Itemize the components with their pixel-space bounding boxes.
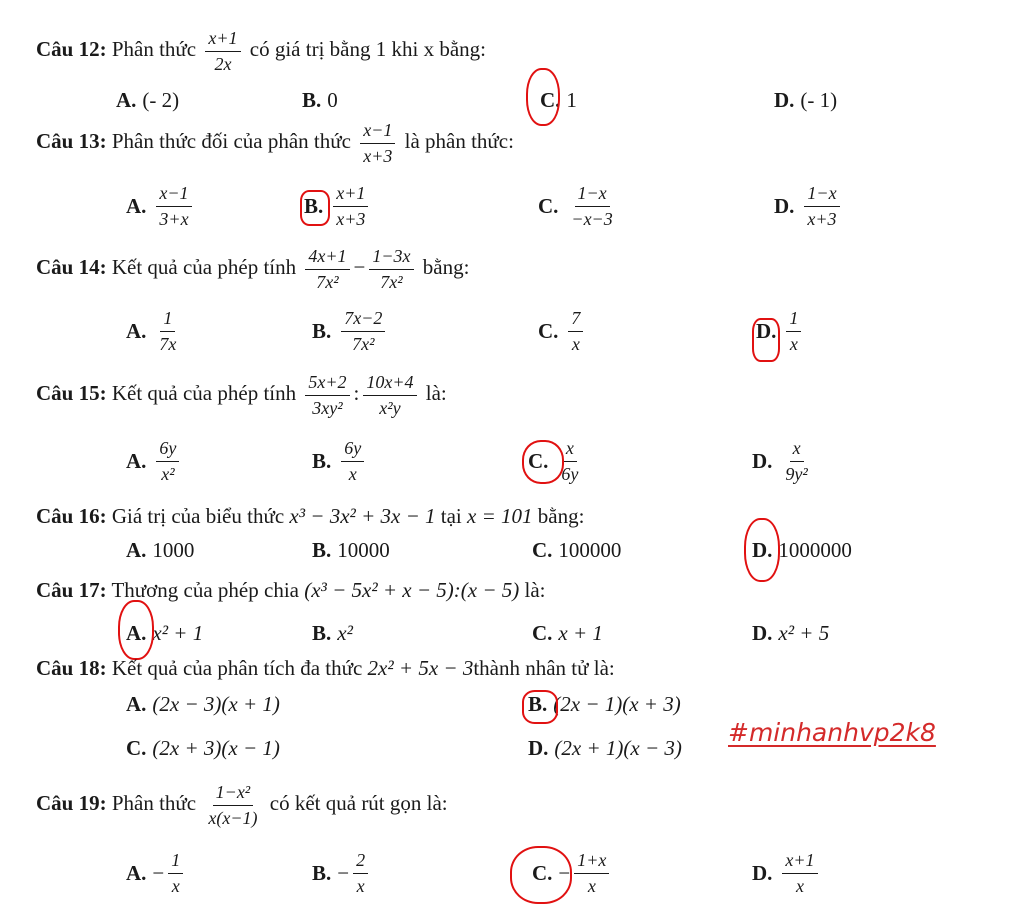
option-c (532, 850, 613, 896)
denominator: x² (161, 463, 175, 484)
numerator: 10x+4 (363, 372, 416, 396)
option-c (126, 736, 280, 761)
numerator: x−1 (360, 120, 395, 144)
fraction (804, 183, 839, 229)
option-value: (2x − 1)(x + 3) (553, 692, 681, 716)
option-label: C. (540, 88, 561, 112)
option-value: 100000 (558, 538, 622, 562)
question-label: Câu 17: (36, 578, 107, 602)
fraction (341, 438, 364, 484)
numerator: 7 (568, 308, 583, 332)
fraction (568, 183, 615, 229)
option-c (538, 183, 620, 229)
question-12 (36, 28, 486, 74)
question-15 (36, 372, 447, 418)
option-d (528, 736, 682, 761)
question-text: Phân thức (111, 791, 197, 815)
numerator: 6y (156, 438, 179, 462)
hashtag-signature: #minhanhvp2k8 (728, 718, 936, 747)
option-d (756, 308, 805, 354)
option-c (532, 621, 603, 646)
denominator: x (789, 333, 798, 354)
option-a (126, 850, 187, 896)
option-label: B. (312, 448, 332, 473)
question-text: là: (425, 381, 447, 405)
fraction (360, 120, 395, 166)
option-a (126, 621, 203, 646)
fraction (205, 782, 260, 828)
option-label: C. (532, 538, 553, 562)
option-label: A. (126, 538, 147, 562)
option-value: (- 1) (800, 88, 838, 112)
option-b (312, 438, 368, 484)
option-label: D. (752, 860, 773, 885)
option-value: (2x − 3)(x + 1) (152, 692, 280, 716)
option-label: B. (312, 318, 332, 343)
denominator: x+3 (363, 145, 393, 166)
denominator: −x−3 (571, 208, 613, 229)
question-label: Câu 16: (36, 504, 107, 528)
numerator: 1−x (575, 183, 610, 207)
fraction (782, 850, 817, 896)
option-label: B. (304, 193, 324, 218)
option-b (528, 692, 681, 717)
option-value: 0 (327, 88, 338, 112)
option-value: (- 2) (142, 88, 180, 112)
option-value: x + 1 (558, 621, 603, 645)
numerator: 7x−2 (341, 308, 385, 332)
question-text: tại (440, 504, 462, 528)
option-label: A. (126, 448, 147, 473)
math-expression: 2x² + 5x − 3 (367, 656, 474, 680)
fraction (782, 438, 810, 484)
option-value: x² + 1 (152, 621, 204, 645)
option-c (538, 308, 587, 354)
numerator: 2 (353, 850, 368, 874)
option-a (126, 183, 196, 229)
fraction (786, 308, 801, 354)
math-expression: x = 101 (467, 504, 533, 528)
option-label: C. (538, 193, 559, 218)
question-text: là: (524, 578, 546, 602)
option-b (312, 621, 353, 646)
option-label: A. (126, 193, 147, 218)
denominator: 7x² (316, 271, 339, 292)
option-label: B. (528, 692, 548, 716)
question-text: Thương của phép chia (111, 578, 299, 602)
option-label: B. (312, 621, 332, 645)
option-label: A. (126, 860, 147, 885)
question-label: Câu 18: (36, 656, 107, 680)
question-13 (36, 120, 514, 166)
question-text: có kết quả rút gọn là: (269, 791, 448, 815)
numerator: 1+x (574, 850, 609, 874)
option-d (752, 850, 822, 896)
question-text: Giá trị của biểu thức (111, 504, 285, 528)
question-18 (36, 656, 615, 681)
option-c (532, 538, 621, 563)
option-c (528, 438, 585, 484)
numerator: x−1 (156, 183, 191, 207)
numerator: x (563, 438, 577, 462)
option-label: D. (774, 193, 795, 218)
question-label: Câu 13: (36, 129, 107, 153)
question-text: Phân thức (111, 37, 197, 61)
question-16 (36, 504, 584, 529)
option-a (126, 538, 194, 563)
question-label: Câu 12: (36, 37, 107, 61)
numerator: x (790, 438, 804, 462)
option-label: B. (312, 538, 332, 562)
fraction (205, 28, 240, 74)
question-14 (36, 246, 469, 292)
question-text: Kết quả của phép tính (111, 255, 297, 279)
denominator: x²y (379, 397, 401, 418)
fraction (568, 308, 583, 354)
fraction (168, 850, 183, 896)
option-label: A. (126, 621, 147, 645)
option-label: C. (528, 448, 549, 473)
option-value: x² + 5 (778, 621, 830, 645)
denominator: 7x² (380, 271, 403, 292)
option-a (126, 308, 183, 354)
option-label: A. (126, 318, 147, 343)
question-text: bằng: (537, 504, 585, 528)
option-label: D. (752, 448, 773, 473)
numerator: 1 (160, 308, 175, 332)
option-d (752, 621, 829, 646)
option-value: (2x + 1)(x − 3) (554, 736, 682, 760)
fraction (305, 372, 349, 418)
option-value: x² (337, 621, 353, 645)
denominator: 7x² (352, 333, 375, 354)
option-d (752, 438, 815, 484)
question-label: Câu 15: (36, 381, 107, 405)
option-label: C. (538, 318, 559, 343)
option-b (312, 850, 372, 896)
option-b (312, 308, 389, 354)
sign: − (152, 860, 165, 885)
denominator: x (795, 875, 804, 896)
option-c (540, 88, 577, 113)
denominator: x+3 (807, 208, 837, 229)
option-label: B. (312, 860, 332, 885)
operator: : (353, 381, 360, 405)
denominator: 7x (159, 333, 177, 354)
numerator: 4x+1 (305, 246, 349, 270)
fraction (574, 850, 609, 896)
denominator: 9y² (785, 463, 808, 484)
option-value: (2x + 3)(x − 1) (152, 736, 280, 760)
option-label: C. (532, 621, 553, 645)
numerator: 1 (786, 308, 801, 332)
denominator: x (356, 875, 365, 896)
option-label: C. (532, 860, 553, 885)
question-17 (36, 578, 546, 603)
fraction (341, 308, 385, 354)
question-text: Kết quả của phân tích đa thức (111, 656, 363, 680)
fraction (369, 246, 413, 292)
numerator: 1−3x (369, 246, 413, 270)
option-label: C. (126, 736, 147, 760)
denominator: x (171, 875, 180, 896)
option-b (304, 183, 372, 229)
option-label: B. (302, 88, 322, 112)
option-b (302, 88, 338, 113)
denominator: 6y (561, 463, 579, 484)
numerator: 1−x² (213, 782, 254, 806)
option-label: D. (752, 621, 773, 645)
numerator: 1−x (804, 183, 839, 207)
math-expression: x³ − 3x² + 3x − 1 (289, 504, 436, 528)
question-19 (36, 782, 448, 828)
fraction (156, 438, 179, 484)
numerator: x+1 (205, 28, 240, 52)
option-label: D. (774, 88, 795, 112)
numerator: x+1 (333, 183, 368, 207)
option-value: 10000 (337, 538, 390, 562)
denominator: x (571, 333, 580, 354)
option-d (774, 183, 844, 229)
denominator: x+3 (336, 208, 366, 229)
denominator: 3xy² (312, 397, 343, 418)
question-label: Câu 19: (36, 791, 107, 815)
denominator: x (348, 463, 357, 484)
fraction (353, 850, 368, 896)
option-a (116, 88, 179, 113)
numerator: x+1 (782, 850, 817, 874)
option-label: A. (126, 692, 147, 716)
option-value: 1000000 (778, 538, 852, 562)
question-text: thành nhân tử là: (473, 656, 615, 680)
fraction (363, 372, 416, 418)
option-d (752, 538, 852, 563)
numerator: 5x+2 (305, 372, 349, 396)
question-text: là phân thức: (404, 129, 514, 153)
math-expression: (x³ − 5x² + x − 5):(x − 5) (304, 578, 520, 602)
fraction (558, 438, 581, 484)
option-d (774, 88, 837, 113)
question-text: Phân thức đối của phân thức (111, 129, 351, 153)
denominator: 3+x (159, 208, 189, 229)
question-text: bằng: (422, 255, 470, 279)
question-text: có giá trị bằng 1 khi x bằng: (249, 37, 486, 61)
sign: − (337, 860, 350, 885)
numerator: 1 (168, 850, 183, 874)
operator: − (353, 255, 366, 279)
denominator: x(x−1) (208, 807, 258, 828)
option-value: 1 (566, 88, 577, 112)
option-label: D. (752, 538, 773, 562)
option-a (126, 438, 183, 484)
fraction (156, 308, 179, 354)
option-value: 1000 (152, 538, 195, 562)
fraction (305, 246, 349, 292)
option-b (312, 538, 390, 563)
option-label: A. (116, 88, 137, 112)
denominator: 2x (214, 53, 232, 74)
sign: − (558, 860, 571, 885)
option-label: D. (528, 736, 549, 760)
option-a (126, 692, 280, 717)
denominator: x (587, 875, 596, 896)
fraction (333, 183, 368, 229)
fraction (156, 183, 191, 229)
numerator: 6y (341, 438, 364, 462)
option-label: D. (756, 318, 777, 343)
question-label: Câu 14: (36, 255, 107, 279)
question-text: Kết quả của phép tính (111, 381, 297, 405)
